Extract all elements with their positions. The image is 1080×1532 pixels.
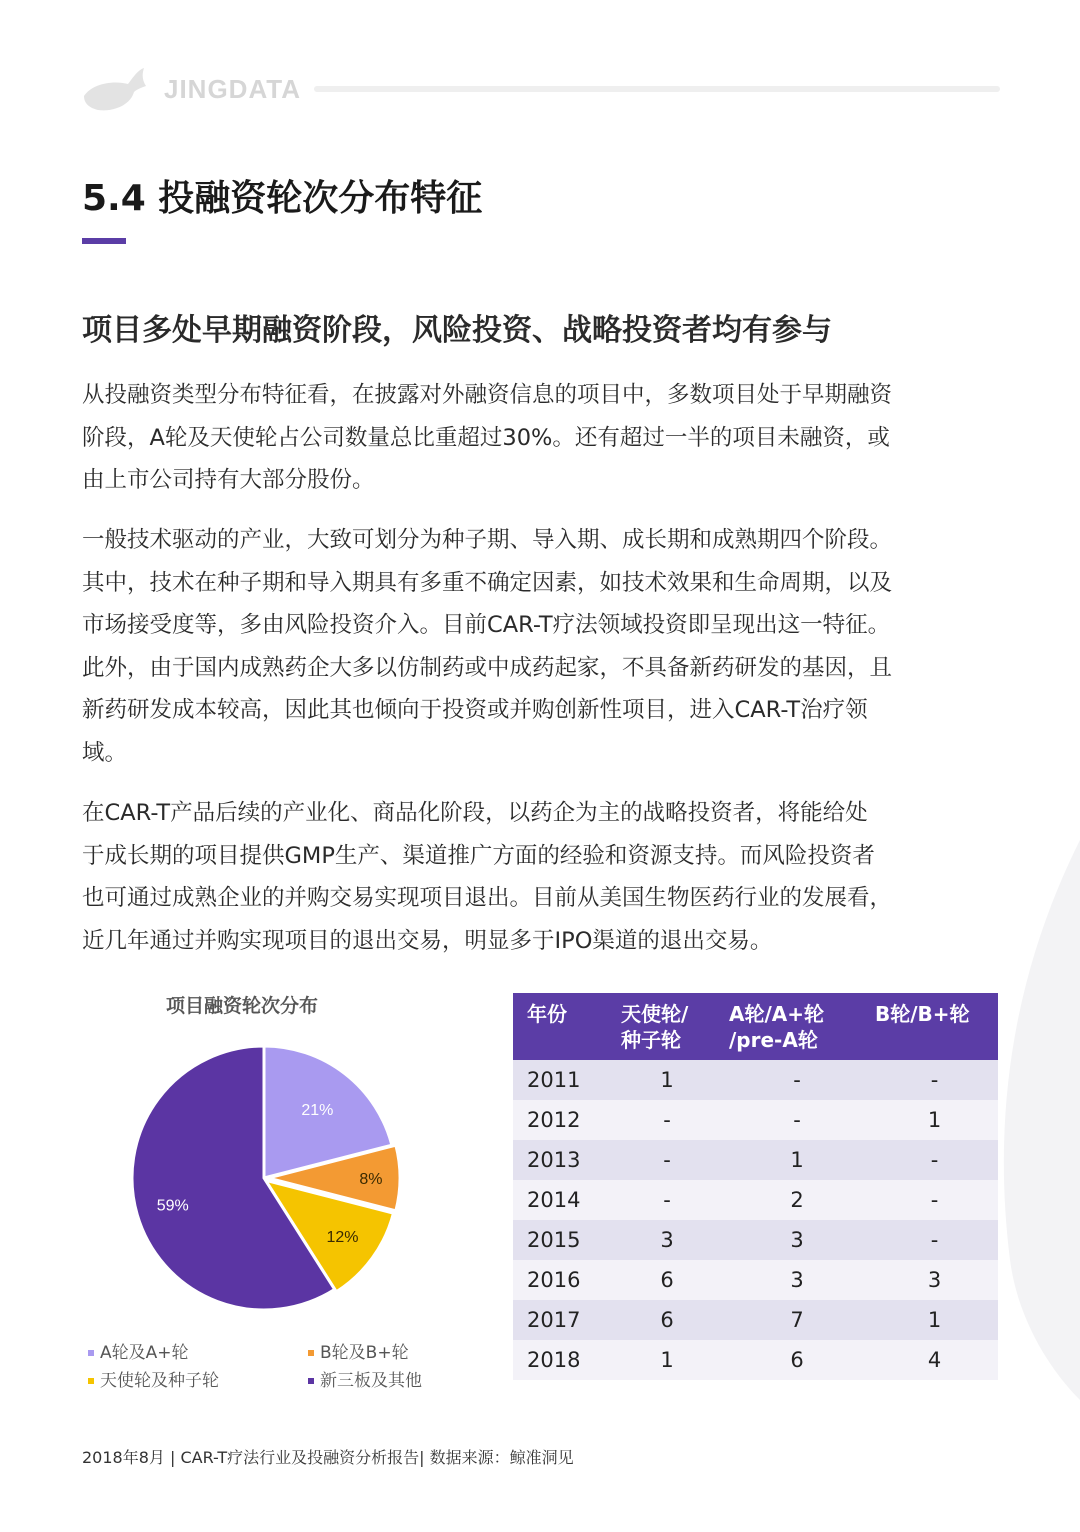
legend-item-a-round [88,1338,189,1363]
table-row [513,1140,998,1180]
header-line: /pre-A轮 [729,1028,818,1052]
page-footer: 2018年8月 | CAR-T疗法行业及投融资分析报告| 数据来源：鲸准洞见 [82,1448,574,1467]
table-cell: 6 [723,1340,871,1380]
page-header [82,62,1000,112]
paragraph-line: 市场接受度等，多由风险投资介入。目前CAR-T疗法领域投资即呈现出这一特征。 [82,612,891,638]
table-cell: 2 [723,1180,871,1220]
paragraph-line: 在CAR-T产品后续的产业化、商品化阶段，以药企为主的战略投资者，将能给处 [82,800,868,826]
table-header-cell [611,993,723,1060]
table-cell: 3 [723,1220,871,1260]
table-cell: 3 [611,1220,723,1260]
paragraph-line: 于成长期的项目提供GMP生产、渠道推广方面的经验和资源支持。而风险投资者 [82,842,875,869]
table-header-cell: B轮/B+轮 [871,993,998,1060]
legend-label: 天使轮及种子轮 [100,1371,219,1391]
table-cell: 2017 [513,1300,611,1340]
legend-item-neeq-other [308,1366,422,1391]
table-cell: - [871,1060,998,1100]
table-cell: 6 [611,1300,723,1340]
subtitle: 项目多处早期融资阶段，风险投资、战略投资者均有参与 [82,313,832,348]
whale-logo-icon [82,66,152,114]
paragraph-line: 阶段，A轮及天使轮占公司数量总比重超过30%。还有超过一半的项目未融资，或 [82,424,890,451]
paragraph-3 [82,792,1012,962]
table-row [513,1180,998,1220]
pie-slice-label: 21% [301,1102,334,1120]
chart-title: 项目融资轮次分布 [166,995,319,1017]
paragraph-line: 新药研发成本较高，因此其也倾向于投资或并购创新性项目，进入CAR-T治疗领 [82,697,868,723]
table-cell: 2018 [513,1340,611,1380]
table-cell: 6 [611,1260,723,1300]
legend-label: B轮及B+轮 [320,1343,409,1363]
table-cell: - [611,1100,723,1140]
pie-slice-label: 12% [326,1229,359,1247]
paragraph-line: 域。 [82,739,128,766]
legend-item-angel-round [88,1366,219,1391]
logo-text: JINGDATA [164,74,302,104]
paragraph-2 [82,519,1012,774]
funding-rounds-table [513,993,998,1380]
table-cell: - [871,1180,998,1220]
table-cell: 4 [871,1340,998,1380]
title-accent-bar [82,238,126,244]
header-line: 天使轮/ [621,1002,689,1026]
section-title: 5.4 投融资轮次分布特征 [82,178,483,219]
table-cell: - [611,1140,723,1180]
table-row [513,1260,998,1300]
table-header-cell [723,993,871,1060]
table-cell: 2013 [513,1140,611,1180]
table-cell: - [871,1140,998,1180]
table-cell: 1 [611,1060,723,1100]
paragraph-line: 从投融资类型分布特征看，在披露对外融资信息的项目中，多数项目处于早期融资 [82,382,893,408]
table-row [513,1340,998,1380]
table-cell: 2015 [513,1220,611,1260]
paragraph-line: 一般技术驱动的产业，大致可划分为种子期、导入期、成长期和成熟期四个阶段。 [82,527,893,553]
header-divider [314,86,1000,92]
table-cell: 1 [871,1100,998,1140]
legend-swatch [308,1378,314,1384]
pie-slice-label: 59% [156,1197,189,1215]
paragraph-line: 由上市公司持有大部分股份。 [82,467,375,493]
table-cell: 1 [723,1140,871,1180]
table-cell: 1 [611,1340,723,1380]
table-cell: 2014 [513,1180,611,1220]
table-cell: 2016 [513,1260,611,1300]
table-cell: 2011 [513,1060,611,1100]
paragraph-line: 近几年通过并购实现项目的退出交易，明显多于IPO渠道的退出交易。 [82,927,773,954]
table-row [513,1300,998,1340]
table-cell: 1 [871,1300,998,1340]
table-row [513,1060,998,1100]
table-cell: - [611,1180,723,1220]
paragraph-line: 也可通过成熟企业的并购交易实现项目退出。目前从美国生物医药行业的发展看， [82,885,893,911]
table-cell: - [871,1220,998,1260]
paragraph-1 [82,374,1012,502]
table-cell: - [723,1060,871,1100]
table-cell: 3 [723,1260,871,1300]
legend-label: 新三板及其他 [320,1371,422,1391]
pie-slice-label: 8% [359,1171,383,1188]
table-cell: 7 [723,1300,871,1340]
legend-label: A轮及A+轮 [100,1343,189,1363]
pie-chart [126,1040,406,1320]
table-row [513,1220,998,1260]
table-row [513,1100,998,1140]
legend-swatch [308,1350,314,1356]
legend-swatch [88,1350,94,1356]
table-cell: 3 [871,1260,998,1300]
table-cell: - [723,1100,871,1140]
legend-swatch [88,1378,94,1384]
legend-item-b-round [308,1338,409,1363]
paragraph-line: 其中，技术在种子期和导入期具有多重不确定因素，如技术效果和生命周期，以及 [82,569,893,596]
header-line: A轮/A+轮 [729,1002,825,1026]
header-line: 种子轮 [621,1028,681,1052]
table-header-cell: 年份 [513,993,611,1060]
table-cell: 2012 [513,1100,611,1140]
paragraph-line: 此外，由于国内成熟药企大多以仿制药或中成药起家，不具备新药研发的基因，且 [82,654,893,681]
table-header-row [513,993,998,1060]
